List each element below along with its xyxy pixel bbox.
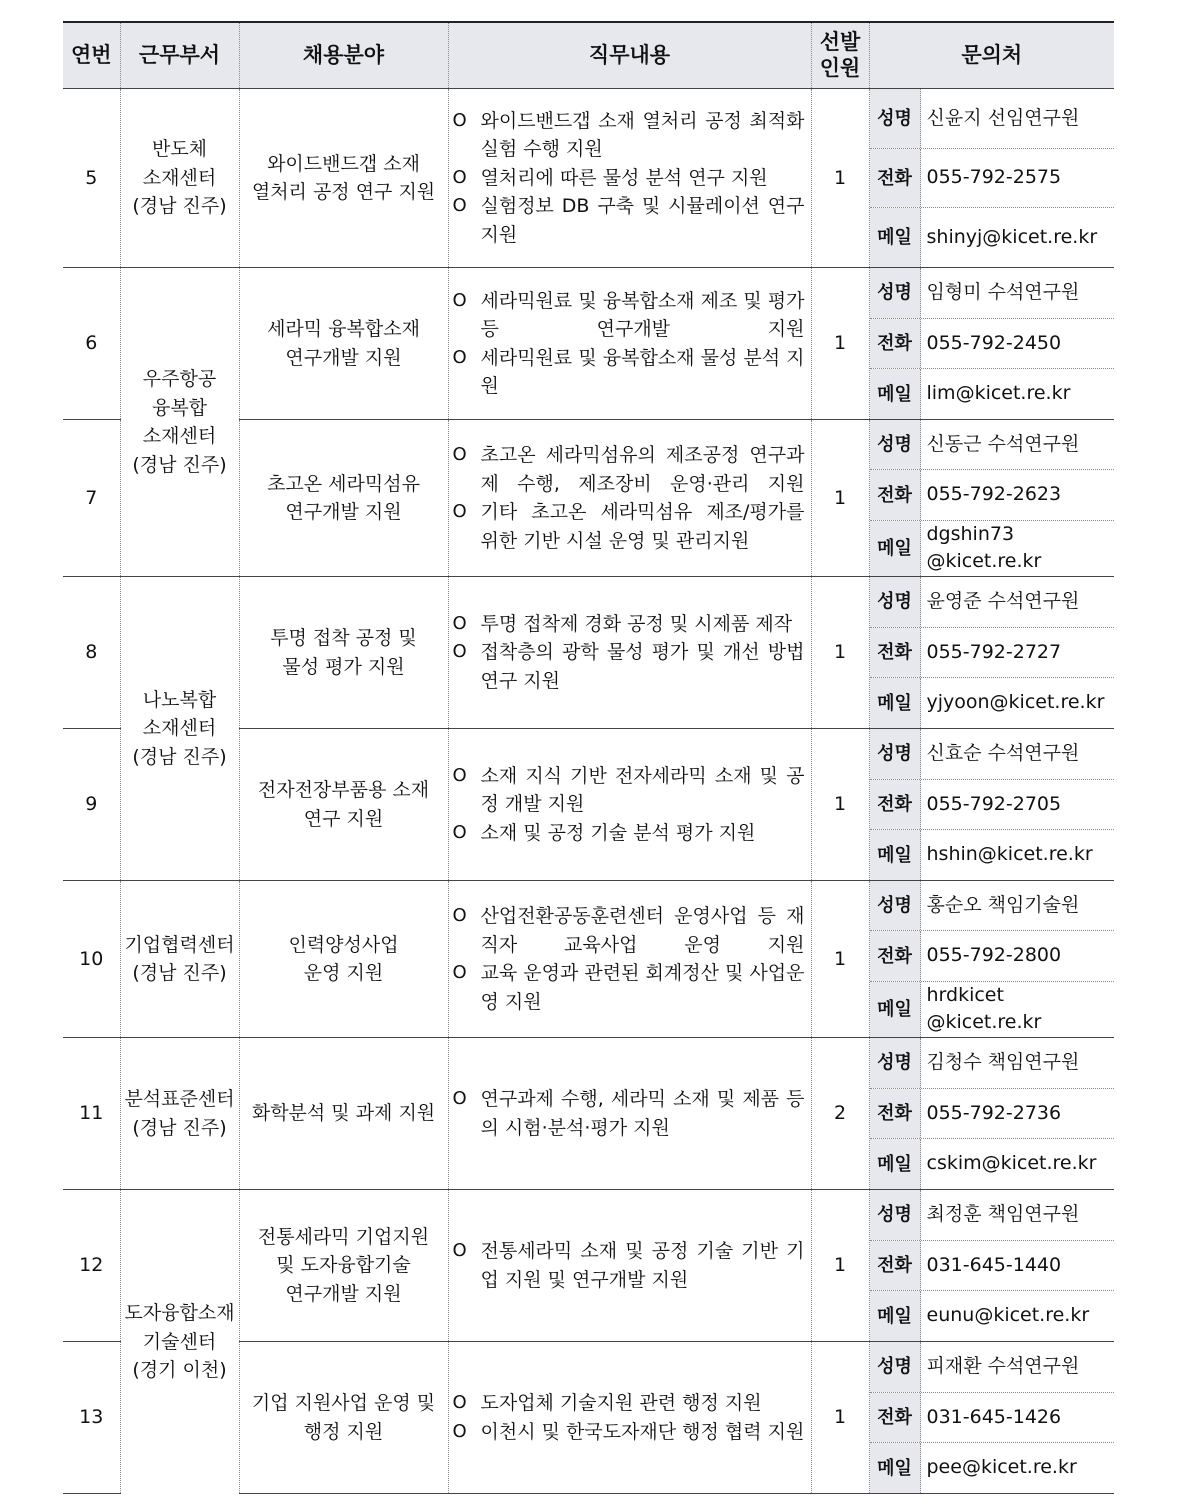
count-cell: 1 (811, 1342, 869, 1494)
duty-item (453, 1085, 805, 1142)
contact-phone-value: 031-645-1426 (926, 1405, 1062, 1428)
contact-block (870, 420, 1115, 576)
table-row (63, 881, 1114, 1038)
contact-phone-label: 전화 (870, 780, 921, 830)
department-cell: 나노복합 소재센터 (경남 진주) (120, 577, 239, 881)
contact-block (870, 1190, 1115, 1341)
contact-email-row (870, 207, 1115, 267)
contact-email-label: 메일 (870, 208, 921, 267)
bullet-marker: O (452, 444, 467, 465)
contact-block (870, 1038, 1115, 1189)
duties-cell (448, 1342, 811, 1494)
contact-phone-label: 전화 (870, 470, 921, 519)
contact-block (870, 729, 1115, 880)
count-cell: 1 (811, 577, 869, 729)
contact-name-value: 김청수 책임연구원 (926, 1051, 1080, 1074)
duties-cell (448, 729, 811, 881)
contact-cell (869, 420, 1114, 577)
duties-cell (448, 420, 811, 577)
duty-text: 교육 운영과 관련된 회계정산 및 사업운영 지원 (480, 962, 805, 1013)
duty-text: 소재 및 공정 기술 분석 평가 지원 (480, 821, 756, 844)
contact-name-label: 성명 (870, 89, 921, 148)
duties-cell (448, 268, 811, 420)
contact-phone-row (870, 148, 1115, 208)
duty-text: 기타 초고온 세라믹섬유 제조/평가를 위한 기반 시설 운영 및 관리지원 (480, 501, 805, 552)
contact-cell (869, 1190, 1114, 1342)
contact-name-row (870, 1190, 1115, 1240)
department-cell: 도자융합소재 기술센터 (경기 이천) (120, 1190, 239, 1494)
contact-block (870, 577, 1115, 728)
contact-phone-label: 전화 (870, 149, 921, 208)
row-number: 5 (63, 89, 120, 268)
contact-name-row (870, 89, 1115, 148)
count-cell: 1 (811, 268, 869, 420)
department-cell: 반도체 소재센터 (경남 진주) (120, 89, 239, 268)
contact-name-row (870, 729, 1115, 779)
duty-item (453, 902, 805, 959)
contact-email-row (870, 1138, 1115, 1189)
duty-text: 세라믹원료 및 융복합소재 제조 및 평가 등 연구개발 지원 (480, 289, 805, 340)
duty-item (453, 164, 805, 193)
bullet-marker: O (452, 612, 467, 634)
contact-email-label: 메일 (870, 1291, 921, 1341)
bullet-marker: O (452, 821, 467, 843)
contact-phone-label: 전화 (870, 319, 921, 369)
contact-phone-row (870, 779, 1115, 830)
department-cell: 우주항공 융복합 소재센터 (경남 진주) (120, 268, 239, 577)
contact-phone-value: 031-645-1440 (926, 1253, 1062, 1276)
contact-phone-row (870, 1088, 1115, 1139)
contact-email-value[interactable]: eunu@kicet.re.kr (926, 1304, 1090, 1327)
contact-phone-row (870, 930, 1115, 980)
duty-text: 와이드밴드갭 소재 열처리 공정 최적화 실험 수행 지원 (480, 109, 805, 161)
contact-name-row (870, 881, 1115, 930)
contact-name-row (870, 1342, 1115, 1392)
duties-cell (448, 89, 811, 268)
contact-cell (869, 881, 1114, 1038)
contact-email-label: 메일 (870, 830, 921, 880)
bullet-marker: O (452, 109, 467, 131)
contact-email-row (870, 1290, 1115, 1341)
contact-name-label: 성명 (870, 268, 921, 318)
row-number: 6 (63, 268, 120, 420)
contact-phone-value: 055-792-2736 (926, 1101, 1062, 1124)
contact-name-label: 성명 (870, 420, 921, 469)
header-no: 연번 (63, 22, 120, 89)
contact-phone-label: 전화 (870, 1393, 921, 1443)
duty-item (453, 1389, 805, 1418)
contact-phone-label: 전화 (870, 931, 921, 980)
bullet-marker: O (452, 346, 467, 368)
table-row (63, 268, 1114, 420)
contact-cell (869, 729, 1114, 881)
duties-cell (448, 1190, 811, 1342)
field-cell: 전자전장부품용 소재 연구 지원 (239, 729, 448, 881)
contact-name-value: 임형미 수석연구원 (926, 281, 1080, 304)
row-number: 8 (63, 577, 120, 729)
table-row (63, 577, 1114, 729)
contact-email-value[interactable]: yjyoon@kicet.re.kr (926, 691, 1105, 714)
bullet-marker: O (452, 166, 467, 188)
contact-email-value[interactable]: shinyj@kicet.re.kr (926, 225, 1098, 248)
duty-item (453, 610, 805, 639)
field-cell: 인력양성사업 운영 지원 (239, 881, 448, 1038)
duty-item (453, 441, 805, 498)
department-cell: 분석표준센터 (경남 진주) (120, 1038, 239, 1190)
duty-text: 연구과제 수행, 세라믹 소재 및 제품 등의 시험·분석·평가 지원 (480, 1088, 805, 1139)
duty-text: 산업전환공동훈련센터 운영사업 등 재직자 교육사업 운영 지원 (480, 905, 805, 956)
count-cell: 1 (811, 1190, 869, 1342)
duty-item (453, 287, 805, 344)
contact-phone-label: 전화 (870, 628, 921, 678)
contact-cell (869, 268, 1114, 420)
contact-email-value[interactable]: dgshin73 @kicet.re.kr (926, 522, 1042, 573)
contact-name-value: 신윤지 선임연구원 (926, 106, 1080, 129)
contact-name-label: 성명 (870, 1038, 921, 1088)
contact-name-value: 최정훈 책임연구원 (926, 1203, 1080, 1226)
count-cell: 1 (811, 89, 869, 268)
duty-item (453, 959, 805, 1016)
contact-phone-label: 전화 (870, 1089, 921, 1139)
contact-name-row (870, 420, 1115, 469)
duty-text: 도자업체 기술지원 관련 행정 지원 (480, 1392, 762, 1414)
field-cell: 초고온 세라믹섬유 연구개발 지원 (239, 420, 448, 577)
row-number: 13 (63, 1342, 120, 1494)
header-duties: 직무내용 (448, 22, 811, 89)
duty-text: 이천시 및 한국도자재단 행정 협력 지원 (480, 1420, 805, 1443)
bullet-marker: O (452, 1420, 467, 1442)
duty-text: 소재 지식 기반 전자세라믹 소재 및 공정 개발 지원 (480, 764, 805, 816)
duty-item (453, 819, 805, 848)
contact-name-row (870, 577, 1115, 627)
count-cell: 1 (811, 420, 869, 577)
bullet-marker: O (452, 1240, 467, 1261)
contact-phone-label: 전화 (870, 1241, 921, 1291)
duty-item (453, 762, 805, 819)
duties-cell (448, 881, 811, 1038)
field-cell: 투명 접착 공정 및 물성 평가 지원 (239, 577, 448, 729)
bullet-marker: O (452, 764, 467, 786)
duty-item (453, 1237, 805, 1294)
header-contact: 문의처 (869, 22, 1114, 89)
contact-name-value: 윤영준 수석연구원 (926, 590, 1080, 613)
contact-name-row (870, 1038, 1115, 1088)
bullet-marker: O (452, 289, 467, 311)
table-row (63, 1190, 1114, 1342)
contact-phone-value: 055-792-2705 (926, 792, 1062, 815)
contact-email-label: 메일 (870, 369, 921, 419)
bullet-marker: O (452, 905, 467, 926)
contact-name-label: 성명 (870, 1342, 921, 1392)
contact-phone-value: 055-792-2623 (926, 483, 1062, 506)
contact-phone-value: 055-792-2800 (926, 944, 1062, 967)
field-cell: 기업 지원사업 운영 및 행정 지원 (239, 1342, 448, 1494)
contact-block (870, 881, 1115, 1037)
contact-email-row (870, 829, 1115, 880)
contact-email-value[interactable]: hshin@kicet.re.kr (926, 843, 1093, 866)
duties-cell (448, 1038, 811, 1190)
contact-name-label: 성명 (870, 729, 921, 779)
contact-email-label: 메일 (870, 678, 921, 728)
contact-name-value: 피재환 수석연구원 (926, 1355, 1080, 1378)
count-cell: 1 (811, 729, 869, 881)
duty-item (453, 107, 805, 164)
contact-cell (869, 577, 1114, 729)
count-cell: 1 (811, 881, 869, 1038)
contact-name-label: 성명 (870, 1190, 921, 1240)
row-number: 10 (63, 881, 120, 1038)
row-number: 11 (63, 1038, 120, 1190)
contact-email-value[interactable]: pee@kicet.re.kr (926, 1456, 1077, 1479)
contact-email-label: 메일 (870, 1443, 921, 1493)
duty-item (453, 192, 805, 249)
contact-block (870, 89, 1115, 267)
duty-text: 전통세라믹 소재 및 공정 기술 기반 기업 지원 및 연구개발 지원 (480, 1240, 805, 1291)
field-cell: 화학분석 및 과제 지원 (239, 1038, 448, 1190)
bullet-marker: O (452, 1088, 467, 1109)
duties-cell (448, 577, 811, 729)
row-number: 7 (63, 420, 120, 577)
table-row (63, 89, 1114, 268)
contact-name-value: 신동근 수석연구원 (926, 432, 1080, 455)
contact-email-label: 메일 (870, 521, 921, 576)
contact-email-row (870, 520, 1115, 576)
duty-text: 투명 접착제 경화 공정 및 시제품 제작 (480, 612, 793, 635)
duty-text: 초고온 세라믹섬유의 제조공정 연구과제 수행, 제조장비 운영·관리 지원 (480, 444, 805, 495)
row-number: 12 (63, 1190, 120, 1342)
duty-text: 접착층의 광학 물성 평가 및 개선 방법 연구 지원 (480, 641, 805, 692)
duty-text: 세라믹원료 및 융복합소재 물성 분석 지원 (480, 346, 805, 397)
contact-phone-row (870, 318, 1115, 369)
contact-phone-value: 055-792-2727 (926, 640, 1062, 663)
contact-name-value: 신효순 수석연구원 (926, 742, 1080, 765)
count-cell: 2 (811, 1038, 869, 1190)
duty-item (453, 1418, 805, 1447)
contact-phone-value: 055-792-2575 (926, 166, 1062, 189)
contact-cell (869, 1038, 1114, 1190)
contact-cell (869, 89, 1114, 268)
bullet-marker: O (452, 195, 467, 217)
header-field: 채용분야 (239, 22, 448, 89)
department-cell: 기업협력센터 (경남 진주) (120, 881, 239, 1038)
contact-phone-row (870, 469, 1115, 519)
row-number: 9 (63, 729, 120, 881)
field-cell: 전통세라믹 기업지원 및 도자융합기술 연구개발 지원 (239, 1190, 448, 1342)
duty-text: 실험정보 DB 구축 및 시뮬레이션 연구 지원 (480, 195, 805, 246)
duty-item (453, 498, 805, 555)
contact-name-label: 성명 (870, 577, 921, 627)
bullet-marker: O (452, 1392, 467, 1413)
contact-email-label: 메일 (870, 1139, 921, 1189)
contact-email-row (870, 677, 1115, 728)
bullet-marker: O (452, 501, 467, 522)
table-row (63, 1038, 1114, 1190)
contact-phone-row (870, 1240, 1115, 1291)
header-dept: 근무부서 (120, 22, 239, 89)
contact-block (870, 1342, 1115, 1493)
header-count: 선발 인원 (811, 22, 869, 89)
recruitment-table (63, 21, 1114, 1494)
bullet-marker: O (452, 962, 467, 983)
contact-email-row (870, 981, 1115, 1037)
contact-email-row (870, 1442, 1115, 1493)
field-cell: 와이드밴드갭 소재 열처리 공정 연구 지원 (239, 89, 448, 268)
duty-text: 열처리에 따른 물성 분석 연구 지원 (480, 166, 768, 189)
field-cell: 세라믹 융복합소재 연구개발 지원 (239, 268, 448, 420)
contact-phone-row (870, 627, 1115, 678)
header-row (63, 22, 1114, 89)
contact-email-value[interactable]: hrdkicet @kicet.re.kr (926, 983, 1042, 1034)
contact-email-value[interactable]: cskim@kicet.re.kr (926, 1152, 1097, 1175)
contact-name-value: 홍순오 책임기술원 (926, 893, 1080, 916)
contact-phone-value: 055-792-2450 (926, 331, 1062, 354)
contact-name-label: 성명 (870, 881, 921, 930)
duty-item (453, 344, 805, 401)
contact-cell (869, 1342, 1114, 1494)
contact-email-row (870, 368, 1115, 419)
contact-name-row (870, 268, 1115, 318)
contact-email-label: 메일 (870, 982, 921, 1037)
contact-email-value[interactable]: lim@kicet.re.kr (926, 382, 1071, 405)
bullet-marker: O (452, 641, 467, 663)
contact-block (870, 268, 1115, 419)
contact-phone-row (870, 1392, 1115, 1443)
duty-item (453, 638, 805, 695)
